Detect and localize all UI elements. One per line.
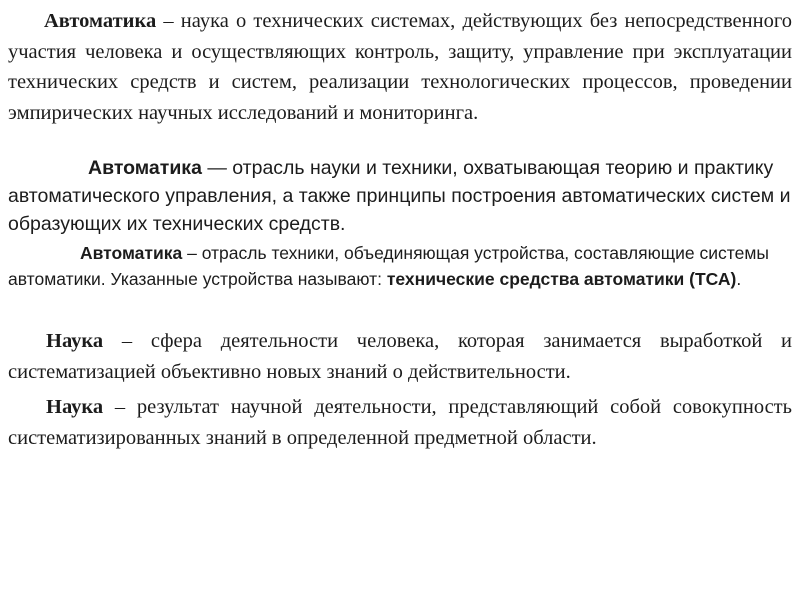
definition-automation-science: [8, 6, 792, 128]
definition-science-result: [8, 392, 792, 453]
term-automatika: Автоматика: [80, 243, 183, 263]
definition-automation-technique: [8, 240, 792, 292]
definition-automation-branch: [8, 154, 792, 238]
definition-science-sphere: [8, 326, 792, 387]
definition-text: – сфера деятельности человека, которая занимается выработкой и систематизацией объективно новых знаний о действительности.: [8, 330, 792, 383]
term-tsa: технические средства автоматики (ТСА): [386, 269, 737, 289]
definition-text: — отрасль науки и техники, охватывающая теорию и практику автоматического управления, а также принципы построения автоматических систем и образующих их технических средств.: [8, 157, 791, 235]
period: .: [736, 269, 742, 289]
term-automatika: Автоматика: [44, 10, 157, 32]
term-nauka: Наука: [46, 330, 104, 352]
term-automatika: Автоматика: [88, 157, 202, 179]
definition-text: – результат научной деятельности, представляющий собой совокупность систематизированных знаний в определенной предметной области.: [8, 396, 792, 449]
definition-text: – отрасль техники, объединяющая устройства, составляющие системы автоматики. Указанные устройства называют:: [8, 243, 769, 289]
definition-text: – наука о технических системах, действующих без непосредственного участия человека и осуществляющих контроль, защиту, управление при эксплуатации технических средств и систем, реализации технологических процессов, проведении эмпирических научных исследований и мониторинга.: [8, 10, 792, 124]
term-nauka: Наука: [46, 396, 104, 418]
